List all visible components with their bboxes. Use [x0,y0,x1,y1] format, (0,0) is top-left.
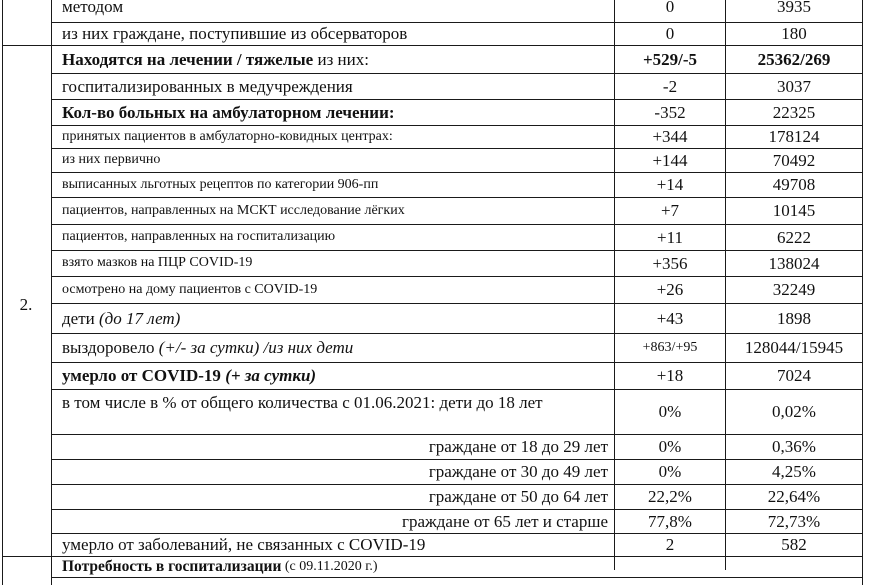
row-label [58,363,614,389]
row-label: умерло от заболеваний, не связанных с COVID-19 [62,535,426,555]
row-label: из них граждане, поступившие из обсерваторов [62,24,408,44]
row-value-total: 70492 [772,150,816,170]
row-label: граждане от 18 до 29 лет [428,437,608,457]
row-value-total: 0,02% [772,402,816,422]
row-value-total: 3935 [777,0,811,17]
row-label: пациентов, направленных на МСКТ исследование лёгких [62,202,405,218]
row-label-bold: умерло от COVID-19 [62,366,221,386]
row-label-main: дети [62,308,95,328]
row-value-change: 0 [665,24,675,44]
row-value-change: 0% [658,462,682,482]
row-label: из них первично [62,152,161,168]
row-value-change: +144 [652,150,688,170]
row-value-total: 72,73% [767,511,821,531]
column-divider [51,0,52,585]
row-label: выписанных льготных рецептов по категории 906-пп [62,176,379,192]
row-value-total: 0,36% [772,437,816,457]
row-label: госпитализированных в медучреждения [62,76,353,96]
row-label-suffix: (+ за сутки) [220,366,317,386]
row-value-total: 582 [781,535,807,555]
row-value-total: 25362/269 [757,49,831,69]
row-value-total: 3037 [777,76,811,96]
row-label: взято мазков на ПЦР COVID-19 [62,255,253,271]
row-value-change: +14 [656,175,684,195]
row-value-change: 77,8% [648,511,692,531]
row-label-bold: Потребность в госпитализации [62,557,282,575]
row-value-total: 4,25% [772,462,816,482]
row-value-change: +7 [660,201,680,221]
row-value-total: 22,64% [767,487,821,507]
row-label-suffix: из них: [313,49,369,69]
row-label: Кол-во больных на амбулаторном лечении: [62,102,395,122]
row-value-total: 180 [781,24,807,44]
table-border-left [2,0,3,585]
row-label [58,334,614,362]
row-value-change: 22,2% [648,487,692,507]
row-value-change: +18 [656,366,684,386]
row-value-change: +863/+95 [642,339,698,355]
row-value-total: 32249 [772,280,816,300]
row-divider [51,577,863,578]
row-label: пациентов, направленных на госпитализацию [62,229,336,245]
row-label-main: выздоровело [62,338,155,358]
row-value-total: 22325 [772,102,816,122]
table-border-right [862,0,863,585]
row-value-change: +43 [656,308,684,328]
section-number: 2. [19,295,33,315]
row-label: принятых пациентов в амбулаторно-ковидных центрах: [62,128,393,144]
row-value-total: 1898 [777,308,811,328]
row-label-bold: Находятся на лечении / тяжелые [62,49,314,69]
row-label-suffix: (до 17 лет) [94,308,181,328]
row-label: в том числе в % от общего количества с 01.06.2021: дети до 18 лет [62,393,543,412]
row-value-change: +26 [656,280,684,300]
row-value-change: -2 [662,76,678,96]
row-label: методом [62,0,124,17]
row-value-change: +529/-5 [642,49,698,69]
row-value-change: 2 [665,535,675,555]
row-value-total: 6222 [777,227,811,247]
row-label: осмотрено на дому пациентов с COVID-19 [62,281,318,297]
row-value-total: 7024 [777,366,811,386]
row-value-change: 0% [658,437,682,457]
row-value-change: -352 [654,102,686,122]
row-label: граждане от 50 до 64 лет [428,487,608,507]
row-value-total: 178124 [768,127,820,147]
row-label: граждане от 30 до 49 лет [428,462,608,482]
row-value-change: 0 [665,0,675,17]
row-value-total: 49708 [772,175,816,195]
row-label-suffix: (с 09.11.2020 г.) [281,558,378,574]
row-label-suffix: (+/- за сутки) /из них дети [154,338,354,358]
row-value-change: 0% [658,402,682,422]
row-label: граждане от 65 лет и старше [402,511,608,531]
row-value-total: 138024 [768,253,820,273]
row-label [58,46,614,73]
row-value-total: 10145 [772,201,816,221]
row-value-change: +344 [652,127,688,147]
row-label [58,557,614,577]
row-value-change: +356 [652,253,688,273]
row-value-total: 128044/15945 [744,338,844,358]
row-label [58,304,614,333]
row-value-change: +11 [657,227,683,247]
